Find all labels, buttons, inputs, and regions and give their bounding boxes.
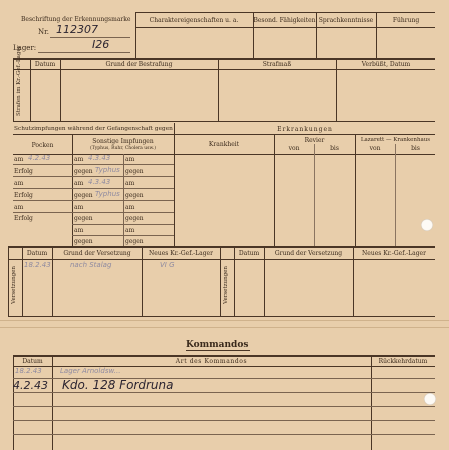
strafen-col-grund: Grund der Bestrafung [105,61,173,68]
impf-col-sonstige-sub: (Typhus, Ruhr, Cholera usw.) [90,146,156,151]
impf-row3-label-b: gegen [74,192,93,199]
komm-entry1-art: Kdo. 128 Fordruna [62,378,174,392]
impf-row1-label-c: gegen [125,168,144,175]
impf-row2-val-b: 4.3.43 [88,178,111,186]
col-sprach: Sprachkenntnisse [318,17,374,24]
vers-col-neues-left: Neues Kr.-Gef.-Lager [149,250,213,257]
komm-col-ruck: Rückkehrdatum [378,358,428,365]
impf-row6-label-c: am [125,227,135,234]
impf-row4-label-c: am [125,204,135,211]
strafen-side-label: Strafen im Kr.-Gef.-Lager [16,45,22,116]
impf-row4-label-b: am [74,204,84,211]
impfungen-header: Schutzimpfungen während der Gefangenschaft gegen [14,126,173,132]
impf-row3-val-b: Typhus [95,190,120,198]
komm-col-datum: Datum [22,358,43,365]
vers-col-neues-right: Neues Kr.-Gef.-Lager [362,250,426,257]
fold-line-2 [0,327,449,328]
erk-revier-von: von [288,145,300,152]
komm-entry0-datum: 18.2.43 [15,367,42,375]
beschriftung-label: Beschriftung der Erkennungsmarke [21,16,131,23]
impf-row0-val-b: 4.3.43 [88,154,111,162]
vers-col-datum-left: Datum [26,250,48,257]
vers-entry-grund: nach Stalag [70,261,112,269]
impf-row1-label-a: Erfolg [14,168,33,175]
strafen-col-strafmass: Strafmaß [262,61,292,68]
komm-entry1-datum: 4.2.43 [13,379,48,392]
impf-row2-label-b: am [74,180,84,187]
impf-row3-label-a: Erfolg [14,192,33,199]
impf-col-sonstige: Sonstige Impfungen [92,138,154,145]
impf-row5-label-c: gegen [125,215,144,222]
vers-col-datum-right: Datum [238,250,260,257]
vers-col-grund-right: Grund der Versetzung [274,250,343,257]
vers-entry-neues: VI G [160,261,175,269]
erkrankungen-header: Erkrankungen [277,126,333,133]
impf-row0-label-c: am [125,156,135,163]
erk-col-lazarett: Lazarett — Krankenhaus [360,137,431,143]
kommandos-title: Kommandos [186,340,249,350]
nr-label: Nr. [38,28,49,36]
strafen-col-verbusst: Verbüßt, Datum [361,61,411,68]
erk-col-krankheit: Krankheit [208,141,240,148]
vers-col-grund-left: Grund der Versetzung [63,250,131,257]
impf-row5-label-a: Erfolg [14,215,33,222]
lager-label: Lager: [13,44,37,52]
impf-row0-label-b: am [74,156,84,163]
nr-value: 112307 [56,23,98,36]
vers-side-label-right: Versetzungen [223,266,229,304]
col-fahigkeiten: Besond. Fähigkeiten [253,17,316,24]
erk-lazarett-bis: bis [411,145,420,152]
impf-row3-label-c: gegen [125,192,144,199]
komm-col-art: Art des Kommandos [175,358,248,365]
erk-lazarett-von: von [369,145,381,152]
impf-col-pocken: Pocken [31,142,54,149]
impf-row6-label-b: am [74,227,84,234]
impf-row0-val-a: 4.2.43 [28,154,51,162]
impf-row1-label-b: gegen [74,168,93,175]
erk-revier-bis: bis [330,145,339,152]
impf-row7-label-c: gegen [125,238,144,245]
fold-line [0,320,449,321]
punch-hole [421,219,433,231]
impf-row1-val-b: Typhus [95,166,120,174]
impf-row2-label-a: am [14,180,24,187]
punch-hole-2 [424,393,436,405]
lager-value: I26 [92,38,110,51]
erk-col-revier: Revier [304,137,325,144]
vers-side-label-left: Versetzungen [11,266,17,304]
vers-entry-datum: 18.2.43 [24,261,51,269]
col-charakter: Charaktereigenschaften u. a. [149,17,239,24]
impf-row2-label-c: am [125,180,135,187]
col-fuhrung: Führung [392,17,420,24]
impf-row7-label-b: gegen [74,238,93,245]
impf-row5-label-b: gegen [74,215,93,222]
komm-entry0-art: Lager Arnoldsw... [60,367,121,375]
impf-row0-label-a: am [14,156,24,163]
strafen-col-datum: Datum [34,61,56,68]
impf-row4-label-a: am [14,204,24,211]
